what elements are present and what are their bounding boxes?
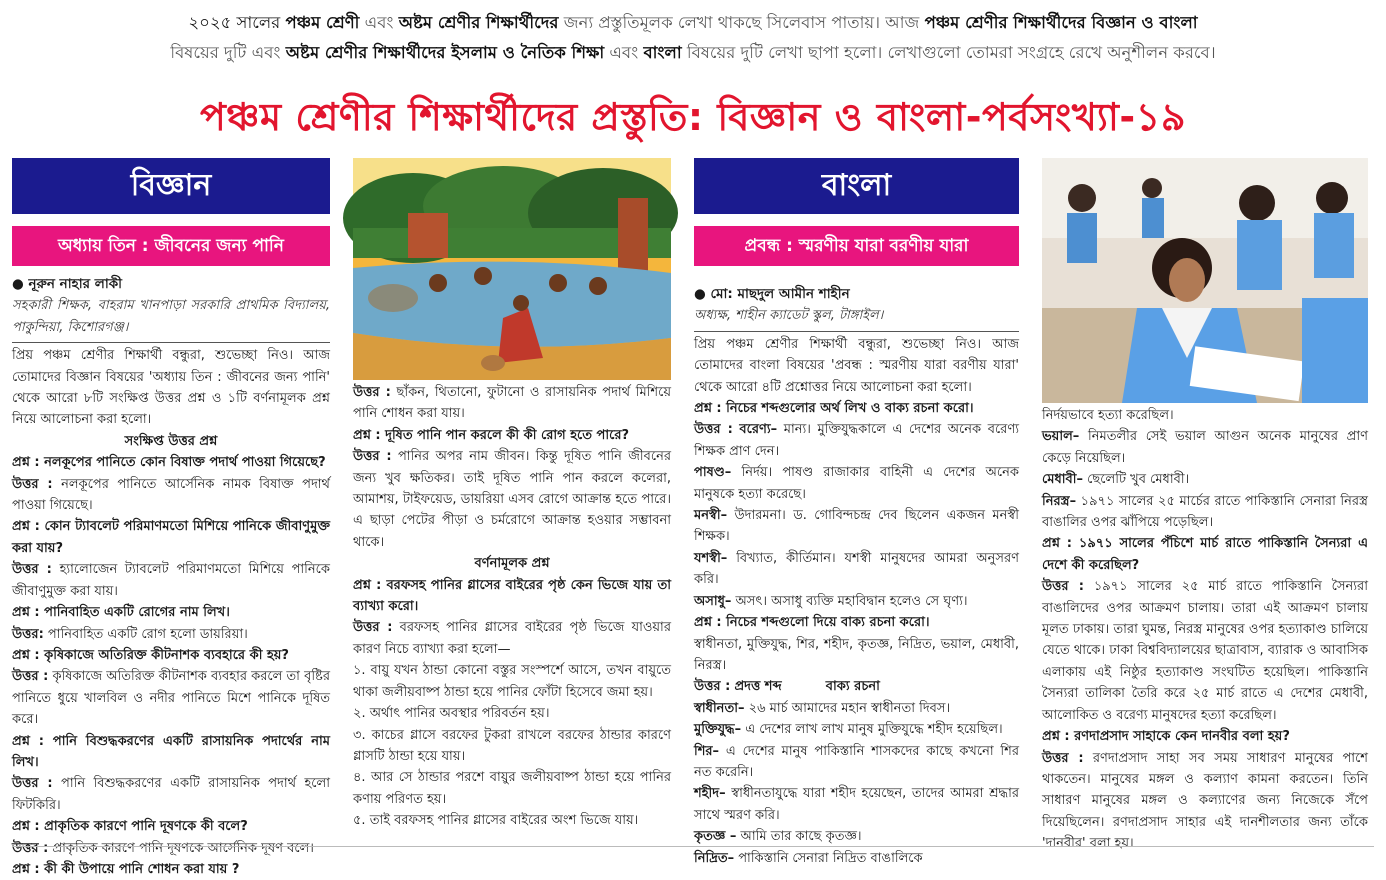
meaning: নির্দয়। পাষণ্ড রাজাকার বাহিনী এ দেশের অনেক মানুষকে হত্যা করেছে। (694, 465, 1019, 502)
intro-line-1: ২০২৫ সালের পঞ্চম শ্রেণী এবং অষ্টম শ্রেণীর শিক্ষার্থীদের জন্য প্রস্তুতিমূলক লেখা থাকছে সিলেবাস পাতায়। আজ পঞ্চম শ্রেণীর শিক্ষার্থীদের বিজ্ঞান ও বাংলা (188, 13, 1198, 32)
sentence: ২৬ মার্চ আমাদের মহান স্বাধীনতা দিবস। (748, 700, 951, 716)
answer-label: উত্তর: (12, 626, 44, 642)
table-header: উত্তর : প্রদত্ত শব্দ বাক্য রচনা (694, 679, 880, 695)
word-meaning-list (694, 419, 1019, 612)
list-item (694, 548, 1019, 591)
question: প্রশ্ন : পানি বিশুদ্ধকরণের একটি রাসায়নিক পদার্থের নাম লিখ। (12, 733, 330, 770)
explanation-points (353, 660, 671, 831)
list-item (694, 591, 1019, 612)
question: প্রশ্ন : বরফসহ পানির গ্লাসের বাইরের পৃষ্ঠ কেন ভিজে যায় তা ব্যাখ্যা করো। (353, 577, 671, 615)
question: প্রশ্ন : নিচের শব্দগুলোর অর্থ লিখ ও বাক্য রচনা করো। (694, 401, 974, 417)
question: প্রশ্ন : ১৯৭১ সালের পঁচিশে মার্চ রাতে পাকিস্তানি সৈন্যরা এ দেশে কী করেছিল? (1042, 536, 1368, 573)
question: প্রশ্ন : কৃষিকাজে অতিরিক্ত কীটনাশক ব্যবহারে কী হয়? (12, 647, 289, 663)
list-item (694, 505, 1019, 548)
answer-text: পানিবাহিত একটি রোগ হলো ডায়রিয়া। (47, 626, 248, 642)
intro-notice (12, 8, 1374, 68)
answer: উত্তর : রণদাপ্রসাদ সাহা সব সময় সাধারণ মানুষের পাশে থাকতেন। মানুষের মঙ্গল ও কল্যাণ কামনা করতেন। তিনি সাধারণ মানুষের মঙ্গল ও কল্যাণের জন্য নিজেকে সঁপে দিয়েছিলেন। রণদাপ্রসাদ সাহার এই দানশীলতার জন্য তাঁকে 'দানবীর' বলা হয়। (1042, 750, 1368, 852)
sentence-list (694, 698, 1019, 869)
descriptive-section-title: বর্ণনামূলক প্রশ্ন (474, 556, 550, 572)
list-item (1042, 426, 1368, 469)
answer-label: উত্তর : (694, 422, 733, 438)
question: প্রশ্ন : প্রাকৃতিক কারণে পানি দূষণকে কী বলে? (12, 819, 248, 835)
answer: উত্তর : ১৯৭১ সালের ২৫ মার্চ রাতে পাকিস্তানি সৈন্যরা বাঙালিদের ওপর আক্রমণ চালায়। তারা এই আক্রমণ চালায় মূলত ঢাকায়। তারা ঘুমন্ত, নিরস্ত্র মানুষের ওপর হত্যাকাণ্ড চালিয়ে যেতে থাকে। ঢাকা বিশ্ববিদ্যালয়ের ছাত্রাবাস, ব্যারাক ও আবাসিক এলাকায় এই নিষ্ঠুর হত্যাকাণ্ড সংঘটিত হয়েছিল। পাকিস্তানি সৈন্যরা তালিকা তৈরি করে ২৫ মার্চ রাতে এ দেশের মেধাবী, আলোকিত ও বরেণ্য মানুষদের হত্যা করেছিল। (1042, 579, 1368, 723)
bangla-intro: প্রিয় পঞ্চম শ্রেণীর শিক্ষার্থী বন্ধুরা, শুভেচ্ছা নিও। আজ তোমাদের বাংলা বিষয়ের 'প্রবন্ধ : স্মরণীয় যারা বরণীয় যারা' থেকে আরো ৪টি প্রশ্নোত্তর নিয়ে আলোচনা করা হলো। (694, 336, 1019, 395)
answer (12, 474, 330, 517)
question: প্রশ্ন : দূষিত পানি পান করলে কী কী রোগ হতে পারে? (353, 427, 630, 443)
answer-label: উত্তর : (12, 562, 52, 578)
answer-text: নলকূপের পানিতে আর্সেনিক নামক বিষাক্ত পদার্থ পাওয়া গিয়েছে। (12, 476, 330, 514)
science-affiliation: সহকারী শিক্ষক, বাহরাম খানপাড়া সরকারি প্রাথমিক বিদ্যালয়, পাকুন্দিয়া, কিশোরগঞ্জ। (12, 298, 330, 335)
meaning: মান্য। মুক্তিযুদ্ধকালে এ দেশের অনেক বরেণ্য শিক্ষক প্রাণ দেন। (694, 422, 1019, 459)
bangla-affiliation: অধ্যক্ষ, শাহীন ক্যাডেট স্কুল, টাঙ্গাইল। (694, 308, 884, 324)
word: শির– (694, 743, 720, 759)
sentence: ১৯৭১ সালের ২৫ মার্চের রাতে পাকিস্তানি সেনারা নিরস্ত্র বাঙালির ওপর ঝাঁপিয়ে পড়েছিল। (1042, 493, 1368, 531)
page-headline: পঞ্চম শ্রেণীর শিক্ষার্থীদের প্রস্তুতি: বিজ্ঞান ও বাংলা-পর্বসংখ্যা-১৯ (200, 95, 1186, 139)
word: যশস্বী– (694, 550, 728, 566)
sentence: পাকিস্তানি সেনারা নিদ্রিত বাঙালিকে (738, 850, 923, 866)
answer: উত্তর : বরফসহ পানির গ্লাসের বাইরের পৃষ্ঠ ভিজে যাওয়ার কারণ নিচে ব্যাখ্যা করা হলো— (353, 620, 671, 657)
answer (12, 624, 330, 645)
answer: উত্তর : পানির অপর নাম জীবন। কিন্তু দূষিত পানি জীবনের জন্য খুব ক্ষতিকর। তাই দূষিত পানি পান করলে কলেরা, আমাশয়, টাইফয়েড, ডায়রিয়া এসব রোগে আক্রান্ত হতে পারে। এ ছাড়া পেটের পীড়া ও চর্মরোগে আক্রান্ত হওয়ার সম্ভাবনা থাকে। (353, 449, 671, 550)
pond-image (353, 158, 671, 380)
science-column-2 (353, 158, 671, 832)
pond-illustration (353, 158, 671, 380)
word: বরেণ্য– (739, 422, 778, 438)
bangla-column (694, 158, 1019, 869)
sentence: স্বাধীনতাযুদ্ধে যারা শহীদ হয়েছেন, তাদের আমরা শ্রদ্ধার সাথে স্মরণ করি। (694, 786, 1019, 823)
intro-line-2: বিষয়ের দুটি এবং অষ্টম শ্রেণীর শিক্ষার্থীদের ইসলাম ও নৈতিক শিক্ষা এবং বাংলা বিষয়ের দুটি লেখা ছাপা হলো। লেখাগুলো তোমরা সংগ্রহে রেখে অনুশীলন করবে। (170, 43, 1216, 62)
science-qa-list (12, 452, 330, 880)
answer-text: প্রাকৃতিক কারণে পানি দূষণকে আর্সেনিক দূষণ বলে। (52, 840, 314, 856)
word: পাষণ্ড– (694, 465, 732, 481)
list-item (1042, 469, 1368, 490)
answer (12, 773, 330, 816)
science-chapter-banner: অধ্যায় তিন : জীবনের জন্য পানি (12, 226, 330, 266)
answer-text: কৃষিকাজে অতিরিক্ত কীটনাশক ব্যবহার করলে তা বৃষ্টির পানিতে ধুয়ে খালবিল ও নদীর পানিতে মিশে পানিকে দূষিত করে। (12, 669, 330, 728)
sentence: এ দেশের লাখ লাখ মানুষ মুক্তিযুদ্ধে শহীদ হয়েছিল। (745, 722, 1003, 738)
list-item (1042, 491, 1368, 534)
word: কৃতজ্ঞ – (694, 829, 737, 845)
question: প্রশ্ন : নিচের শব্দগুলো দিয়ে বাক্য রচনা করো। (694, 615, 930, 631)
word: শহীদ– (694, 786, 726, 802)
water-purify-answer: উত্তর : ছাঁকন, থিতানো, ফুটানো ও রাসায়নিক পদার্থ মিশিয়ে পানি শোধন করা যায়। (353, 385, 671, 422)
word: মুক্তিযুদ্ধ– (694, 722, 742, 738)
meaning: উদারমনা। ড. গোবিন্দচন্দ্র দেব ছিলেন একজন মনস্বী শিক্ষক। (694, 508, 1019, 545)
divider (694, 331, 1019, 332)
sentence: এ দেশের মানুষ পাকিস্তানি শাসকদের কাছে কখনো শির নত করেনি। (694, 743, 1019, 780)
bottom-rule (12, 846, 1374, 847)
science-section-title: সংক্ষিপ্ত উত্তর প্রশ্ন (124, 433, 218, 449)
answer-label: উত্তর : (12, 840, 49, 856)
sentence-list (1042, 426, 1368, 533)
answer (12, 559, 330, 602)
answer (12, 838, 330, 859)
answer (12, 666, 330, 730)
list-item: ৫. তাই বরফসহ পানির গ্লাসের বাইরের অংশ ভিজে যায়। (353, 813, 639, 829)
list-item (694, 719, 1019, 740)
question: প্রশ্ন : কী কী উপায়ে পানি শোধন করা যায় ? (12, 861, 240, 877)
question: প্রশ্ন : নলকূপের পানিতে কোন বিষাক্ত পদার্থ পাওয়া গিয়েছে? (12, 455, 326, 471)
answer-label: উত্তর : (12, 669, 49, 685)
list-item: ২. অর্থাৎ পানির অবস্থার পরিবর্তন হয়। (353, 706, 550, 722)
word: মনস্বী– (694, 508, 728, 524)
bangla-chapter-banner: প্রবন্ধ : স্মরণীয় যারা বরণীয় যারা (694, 226, 1019, 266)
list-item: ৪. আর সে ঠান্ডার পরশে বায়ুর জলীয়বাষ্প ঠান্ডা হয়ে পানির কণায় পরিণত হয়। (353, 770, 671, 807)
bangla-column-2 (1042, 158, 1368, 855)
sentence: ছেলেটি খুব মেধাবী। (1087, 472, 1190, 488)
word: স্বাধীনতা– (694, 700, 745, 716)
list-item (694, 419, 1019, 462)
word: নিদ্রিত– (694, 850, 735, 866)
list-item: ১. বায়ু যখন ঠান্ডা কোনো বস্তুর সংস্পর্শে আসে, তখন বায়ুতে থাকা জলীয়বাষ্প ঠান্ডা হয়ে পানির ফোঁটা হিসেবে জমা হয়। (353, 663, 671, 700)
question: প্রশ্ন : পানিবাহিত একটি রোগের নাম লিখ। (12, 605, 230, 621)
list-item (694, 783, 1019, 826)
word: নিরস্ত্র– (1042, 493, 1077, 509)
students-image (1042, 158, 1368, 403)
list-item (694, 741, 1019, 784)
sentence: নিমতলীর সেই ভয়াল আগুন অনেক মানুষের প্রাণ কেড়ে নিয়েছিল। (1042, 429, 1369, 466)
meaning: অসৎ। অসাধু ব্যক্তি মহাবিদ্বান হলেও সে ঘৃণ্য। (735, 593, 968, 609)
question: প্রশ্ন : কোন ট্যাবলেট পরিমাণমতো মিশিয়ে পানিকে জীবাণুমুক্ত করা যায়? (12, 519, 330, 556)
list-item (694, 462, 1019, 505)
answer-label: উত্তর : (12, 476, 53, 492)
list-item (694, 698, 1019, 719)
science-intro: প্রিয় পঞ্চম শ্রেণীর শিক্ষার্থী বন্ধুরা, শুভেচ্ছা নিও। আজ তোমাদের বিজ্ঞান বিষয়ের 'অধ্যায় তিন : জীবনের জন্য পানি' থেকে আরো ৮টি সংক্ষিপ্ত উত্তর প্রশ্ন ও ১টি বর্ণনামূলক প্রশ্ন নিয়ে আলোচনা করা হলো। (12, 348, 330, 428)
list-item (694, 848, 1019, 869)
continued-text: নির্দয়ভাবে হত্যা করেছিল। (1042, 408, 1174, 423)
divider (12, 342, 330, 343)
list-item (694, 826, 1019, 847)
answer-label: উত্তর : (12, 776, 53, 792)
word: মেধাবী– (1042, 472, 1084, 488)
science-column (12, 158, 330, 880)
list-item: ৩. কাচের গ্লাসে বরফের টুকরা রাখলে বরফের ঠান্ডার কারণে গ্লাসটি ঠান্ডা হয়ে যায়। (353, 727, 671, 764)
answer-text: হ্যালোজেন ট্যাবলেট পরিমাণমতো মিশিয়ে পানিকে জীবাণুমুক্ত করা যায়। (12, 562, 330, 599)
science-subject-banner: বিজ্ঞান (12, 158, 330, 214)
meaning: বিখ্যাত, কীর্তিমান। যশস্বী মানুষদের আমরা অনুসরণ করি। (694, 550, 1019, 588)
word: ভয়াল– (1042, 429, 1080, 445)
bangla-subject-banner: বাংলা (694, 158, 1019, 214)
answer-text: পানি বিশুদ্ধকরণের একটি রাসায়নিক পদার্থ হলো ফিটকিরি। (12, 776, 330, 813)
bangla-author: ● মো: মাছদুল আমীন শাহীন (694, 286, 850, 302)
question: প্রশ্ন : রণদাপ্রসাদ সাহাকে কেন দানবীর বলা হয়? (1042, 729, 1290, 745)
word-list: স্বাধীনতা, মুক্তিযুদ্ধ, শির, শহীদ, কৃতজ্ঞ, নিদ্রিত, ভয়াল, মেধাবী, নিরস্ত্র। (694, 636, 1019, 673)
sentence: আমি তার কাছে কৃতজ্ঞ। (740, 829, 862, 845)
word: অসাধু– (694, 593, 732, 609)
students-photo (1042, 158, 1368, 403)
science-author: ● নূরুন নাহার লাকী (12, 276, 123, 292)
